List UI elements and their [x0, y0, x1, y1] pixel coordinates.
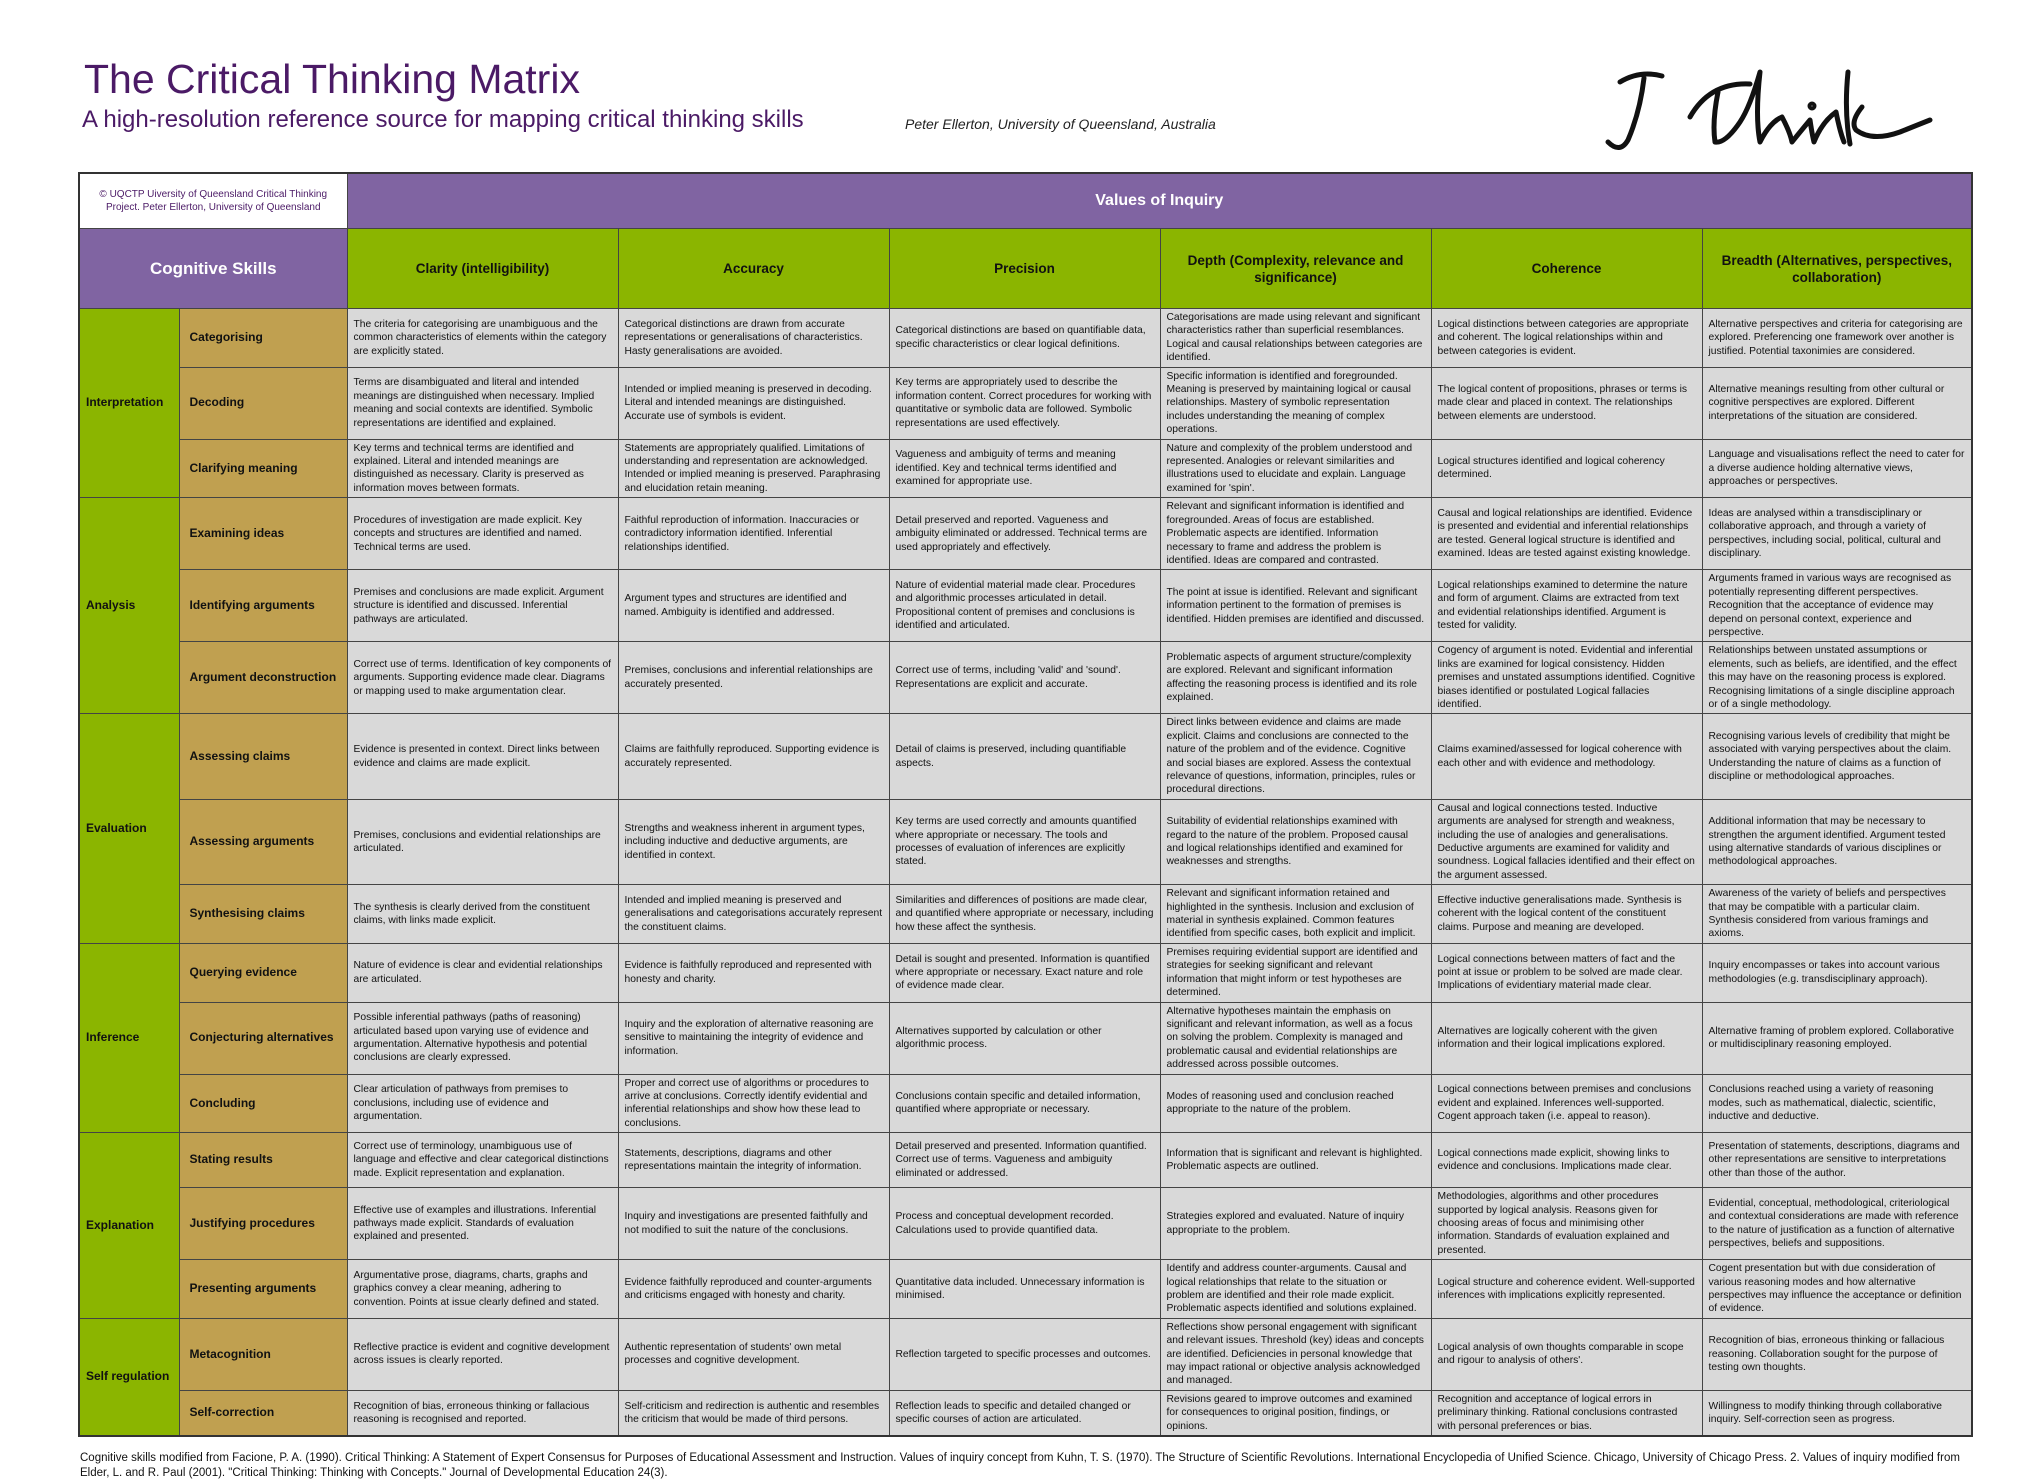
- skill-name: Clarifying meaning: [179, 439, 347, 498]
- matrix-cell: Relevant and significant information retained and highlighted in the synthesis. Inclusion and exclusion of material in synthesis explained. Common features identified from specific cases, both explicit and implicit.: [1160, 885, 1431, 944]
- matrix-row: [79, 943, 1972, 1002]
- matrix-cell: Alternative meanings resulting from other cultural or cognitive perspectives are explored. Different interpretations of the situation are considered.: [1702, 367, 1972, 439]
- skill-name: Synthesising claims: [179, 885, 347, 944]
- signature-i-think: [1600, 62, 1950, 162]
- matrix-cell: Effective inductive generalisations made. Synthesis is coherent with the logical content of the constituent claims. Purpose and meaning are developed.: [1431, 885, 1702, 944]
- matrix-cell: Modes of reasoning used and conclusion reached appropriate to the nature of the problem.: [1160, 1074, 1431, 1133]
- matrix-cell: Intended and implied meaning is preserved and generalisations and categorisations accurately represent the constituent claims.: [618, 885, 889, 944]
- matrix-cell: Intended or implied meaning is preserved in decoding. Literal and intended meanings are distinguished. Accurate use of symbols is evident.: [618, 367, 889, 439]
- matrix-cell: Self-criticism and redirection is authentic and resembles the criticism that would be made of third persons.: [618, 1390, 889, 1436]
- value-header: Precision: [889, 229, 1160, 309]
- matrix-cell: Proper and correct use of algorithms or procedures to arrive at conclusions. Correctly identify evidential and inferential relationships and show how these lead to conclusions.: [618, 1074, 889, 1133]
- matrix-cell: Logical structure and coherence evident. Well-supported inferences with implications explicitly represented.: [1431, 1260, 1702, 1319]
- matrix-cell: Statements are appropriately qualified. Limitations of understanding and representation are acknowledged. Intended or implied meaning is preserved. Paraphrasing and elucidation retain meaning.: [618, 439, 889, 498]
- cognitive-skills-header: Cognitive Skills: [79, 229, 347, 309]
- matrix-row: [79, 1260, 1972, 1319]
- matrix-cell: Statements, descriptions, diagrams and other representations maintain the integrity of information.: [618, 1133, 889, 1188]
- matrix-cell: Authentic representation of students' own metal processes and cognitive development.: [618, 1318, 889, 1390]
- matrix-cell: Key terms are appropriately used to describe the information content. Correct procedures for working with quantitative or symbolic data are followed. Symbolic representations are used effectively.: [889, 367, 1160, 439]
- skill-name: Justifying procedures: [179, 1188, 347, 1260]
- matrix-cell: Additional information that may be necessary to strengthen the argument identified. Argument tested using alternative standards of various disciplines or methodological approaches.: [1702, 799, 1972, 884]
- matrix-cell: Nature and complexity of the problem understood and represented. Analogies or relevant similarities and illustrations used to elucidate and explain. Language examined for 'spin'.: [1160, 439, 1431, 498]
- author-credit: Peter Ellerton, University of Queensland, Australia: [905, 116, 1216, 132]
- matrix-row: [79, 714, 1972, 799]
- skill-name: Metacognition: [179, 1318, 347, 1390]
- matrix-cell: The criteria for categorising are unambiguous and the common characteristics of elements within the category are explicitly stated.: [347, 309, 618, 368]
- matrix-cell: Causal and logical relationships are identified. Evidence is presented and evidential and inferential relationships are tested. General logical structure is identified and examined. Ideas are tested against existing knowledge.: [1431, 498, 1702, 570]
- matrix-cell: Quantitative data included. Unnecessary information is minimised.: [889, 1260, 1160, 1319]
- matrix-cell: Strategies explored and evaluated. Nature of inquiry appropriate to the problem.: [1160, 1188, 1431, 1260]
- skill-group: Self regulation: [79, 1318, 179, 1436]
- matrix-cell: Arguments framed in various ways are recognised as potentially representing different perspectives. Recognition that the acceptance of evidence may depend on personal context, experience and perspective.: [1702, 570, 1972, 642]
- matrix-row: [79, 309, 1972, 368]
- page-subtitle: A high-resolution reference source for mapping critical thinking skills: [82, 106, 804, 133]
- matrix-cell: Logical analysis of own thoughts comparable in scope and rigour to analysis of others'.: [1431, 1318, 1702, 1390]
- matrix-cell: Inquiry and investigations are presented faithfully and not modified to suit the nature of the conclusions.: [618, 1188, 889, 1260]
- matrix-cell: Vagueness and ambiguity of terms and meaning identified. Key and technical terms identified and examined for appropriate use.: [889, 439, 1160, 498]
- matrix-cell: Detail is sought and presented. Information is quantified where appropriate or necessary. Exact nature and role of evidence made clear.: [889, 943, 1160, 1002]
- matrix-cell: Effective use of examples and illustrations. Inferential pathways made explicit. Standards of evaluation explained and presented.: [347, 1188, 618, 1260]
- matrix-cell: Identify and address counter-arguments. Causal and logical relationships that relate to the situation or problem are identified and their role made explicit. Problematic aspects identified and solutions explained.: [1160, 1260, 1431, 1319]
- matrix-cell: Problematic aspects of argument structure/complexity are explored. Relevant and significant information affecting the reasoning process is identified and its role explained.: [1160, 642, 1431, 714]
- matrix-cell: Awareness of the variety of beliefs and perspectives that may be compatible with a particular claim. Synthesis considered from various framings and axioms.: [1702, 885, 1972, 944]
- matrix-cell: Logical relationships examined to determine the nature and form of argument. Claims are extracted from text and evidential relationships identified. Argument is tested for validity.: [1431, 570, 1702, 642]
- value-header: Clarity (intelligibility): [347, 229, 618, 309]
- matrix-cell: Argumentative prose, diagrams, charts, graphs and graphics convey a clear meaning, adhering to convention. Points at issue clearly defined and stated.: [347, 1260, 618, 1319]
- matrix-cell: Premises requiring evidential support are identified and strategies for seeking significant and relevant information that might inform or test hypotheses are determined.: [1160, 943, 1431, 1002]
- matrix-cell: Cogent presentation but with due consideration of various reasoning modes and how alternative perspectives may influence the acceptance or definition of evidence.: [1702, 1260, 1972, 1319]
- value-header: Accuracy: [618, 229, 889, 309]
- matrix-cell: Categorical distinctions are based on quantifiable data, specific characteristics or clear logical definitions.: [889, 309, 1160, 368]
- matrix-cell: Ideas are analysed within a transdisciplinary or collaborative approach, and through a variety of perspectives, including social, political, cultural and disciplinary.: [1702, 498, 1972, 570]
- matrix-cell: Willingness to modify thinking through collaborative inquiry. Self-correction seen as progress.: [1702, 1390, 1972, 1436]
- page-title: The Critical Thinking Matrix: [84, 56, 580, 102]
- matrix-cell: Suitability of evidential relationships examined with regard to the nature of the problem. Proposed causal and logical relationships identified and examined for weaknesses and strengths.: [1160, 799, 1431, 884]
- skill-group: Evaluation: [79, 714, 179, 944]
- matrix-cell: Recognising various levels of credibility that might be associated with varying perspectives about the claim. Understanding the nature of claims as a function of discipline or methodological approaches.: [1702, 714, 1972, 799]
- matrix-cell: Logical connections made explicit, showing links to evidence and conclusions. Implications made clear.: [1431, 1133, 1702, 1188]
- matrix-cell: Premises, conclusions and inferential relationships are accurately presented.: [618, 642, 889, 714]
- matrix-cell: Clear articulation of pathways from premises to conclusions, including use of evidence and argumentation.: [347, 1074, 618, 1133]
- value-header: Depth (Complexity, relevance and significance): [1160, 229, 1431, 309]
- matrix-row: [79, 1133, 1972, 1188]
- matrix-cell: Recognition and acceptance of logical errors in preliminary thinking. Rational conclusions contrasted with personal preferences or bias.: [1431, 1390, 1702, 1436]
- skill-name: Identifying arguments: [179, 570, 347, 642]
- matrix-cell: Language and visualisations reflect the need to cater for a diverse audience holding alternative views, approaches or perspectives.: [1702, 439, 1972, 498]
- skill-name: Decoding: [179, 367, 347, 439]
- value-header: Breadth (Alternatives, perspectives, collaboration): [1702, 229, 1972, 309]
- matrix-cell: Procedures of investigation are made explicit. Key concepts and structures are identified and named. Technical terms are used.: [347, 498, 618, 570]
- value-header: Coherence: [1431, 229, 1702, 309]
- skill-group: Inference: [79, 943, 179, 1132]
- matrix-row: [79, 1074, 1972, 1133]
- matrix-cell: Detail preserved and reported. Vagueness and ambiguity eliminated or addressed. Technical terms are used appropriately and effectively.: [889, 498, 1160, 570]
- matrix-cell: Causal and logical connections tested. Inductive arguments are analysed for strength and weakness, including the use of analogies and generalisations. Deductive arguments are examined for validity and soundness. Logical fallacies identified and their effect on the argument assessed.: [1431, 799, 1702, 884]
- matrix-cell: Cogency of argument is noted. Evidential and inferential links are examined for logical consistency. Hidden premises and unstated assumptions identified. Cognitive biases identified or postulated Logical fallacies identified.: [1431, 642, 1702, 714]
- matrix-cell: Alternatives are logically coherent with the given information and their logical implications explored.: [1431, 1002, 1702, 1074]
- matrix-row: [79, 570, 1972, 642]
- matrix-cell: Categorisations are made using relevant and significant characteristics rather than superficial resemblances. Logical and causal relationships between categories are identified.: [1160, 309, 1431, 368]
- matrix-row: [79, 1188, 1972, 1260]
- matrix-cell: Relevant and significant information is identified and foregrounded. Areas of focus are established. Problematic aspects are identified. Information necessary to frame and address the problem is identified. Ideas are compared and contrasted.: [1160, 498, 1431, 570]
- matrix-cell: Reflective practice is evident and cognitive development across issues is clearly reported.: [347, 1318, 618, 1390]
- matrix-row: [79, 799, 1972, 884]
- skill-name: Argument deconstruction: [179, 642, 347, 714]
- matrix-cell: Reflections show personal engagement with significant and relevant issues. Threshold (key) ideas and concepts are identified. Deficiencies in personal knowledge that may impact rational or objective analysis acknowledged and managed.: [1160, 1318, 1431, 1390]
- matrix-cell: Recognition of bias, erroneous thinking or fallacious reasoning is recognised and reported.: [347, 1390, 618, 1436]
- matrix-cell: Possible inferential pathways (paths of reasoning) articulated based upon varying use of evidence and argumentation. Alternative hypothesis and potential conclusions are clearly expressed.: [347, 1002, 618, 1074]
- matrix-cell: Strengths and weakness inherent in argument types, including inductive and deductive arguments, are identified in context.: [618, 799, 889, 884]
- matrix-cell: Detail of claims is preserved, including quantifiable aspects.: [889, 714, 1160, 799]
- matrix-cell: Reflection targeted to specific processes and outcomes.: [889, 1318, 1160, 1390]
- matrix-cell: Reflection leads to specific and detailed changed or specific courses of action are articulated.: [889, 1390, 1160, 1436]
- matrix-row: [79, 1318, 1972, 1390]
- matrix-cell: Argument types and structures are identified and named. Ambiguity is identified and addressed.: [618, 570, 889, 642]
- matrix-cell: Alternatives supported by calculation or other algorithmic process.: [889, 1002, 1160, 1074]
- skill-name: Examining ideas: [179, 498, 347, 570]
- matrix-row: [79, 642, 1972, 714]
- matrix-cell: Process and conceptual development recorded. Calculations used to provide quantified data.: [889, 1188, 1160, 1260]
- matrix-cell: Alternative hypotheses maintain the emphasis on significant and relevant information, as well as a focus on solving the problem. Complexity is managed and problematic causal and evidential relationships are addressed across possible outcomes.: [1160, 1002, 1431, 1074]
- matrix-cell: Conclusions reached using a variety of reasoning modes, such as mathematical, dialectic, scientific, inductive and deductive.: [1702, 1074, 1972, 1133]
- matrix-cell: Alternative framing of problem explored. Collaborative or multidisciplinary reasoning employed.: [1702, 1002, 1972, 1074]
- matrix-cell: Logical distinctions between categories are appropriate and coherent. The logical relationships within and between categories is evident.: [1431, 309, 1702, 368]
- skill-name: Concluding: [179, 1074, 347, 1133]
- footer-references: Cognitive skills modified from Facione, P. A. (1990). Critical Thinking: A Statement of Expert Consensus for Purposes of Educational Assessment and Instruction. Values of inquiry concept from Kuhn, T. S. (1970). The Structure of Scientific Revolutions. International Encyclopedia of Unified Science. Chicago, University of Chicago Press. 2. Values of inquiry modified from Elder, L. and R. Paul (2001). "Critical Thinking: Thinking with Concepts." Journal of Developmental Education 24(3).: [80, 1452, 1960, 1480]
- skill-name: Categorising: [179, 309, 347, 368]
- matrix-cell: Key terms and technical terms are identified and explained. Literal and intended meanings are distinguished as necessary. Clarity is preserved as information moves between formats.: [347, 439, 618, 498]
- matrix-content: [78, 172, 1971, 1481]
- matrix-cell: Inquiry and the exploration of alternative reasoning are sensitive to maintaining the integrity of evidence and information.: [618, 1002, 889, 1074]
- skill-group: Explanation: [79, 1133, 179, 1319]
- matrix-cell: The synthesis is clearly derived from the constituent claims, with links made explicit.: [347, 885, 618, 944]
- values-of-inquiry-header: Values of Inquiry: [347, 173, 1972, 229]
- matrix-cell: Recognition of bias, erroneous thinking or fallacious reasoning. Collaboration sought for the purpose of testing own thoughts.: [1702, 1318, 1972, 1390]
- matrix-row: [79, 498, 1972, 570]
- skill-name: Assessing claims: [179, 714, 347, 799]
- matrix-cell: Direct links between evidence and claims are made explicit. Claims and conclusions are connected to the nature of the problem and of the evidence. Cognitive and social biases are explored. Assess the contextual relevance of questions, information, principles, rules or procedural directions.: [1160, 714, 1431, 799]
- matrix-cell: Evidence faithfully reproduced and counter-arguments and criticisms engaged with honesty and charity.: [618, 1260, 889, 1319]
- skill-group: Analysis: [79, 498, 179, 714]
- matrix-cell: Relationships between unstated assumptions or elements, such as beliefs, are identified, and the effect this may have on the reasoning process is explored. Recognising limitations of a single discipline approach or of a single methodology.: [1702, 642, 1972, 714]
- skill-name: Stating results: [179, 1133, 347, 1188]
- matrix-cell: Methodologies, algorithms and other procedures supported by logical analysis. Reasons given for choosing areas of focus and minimising other information. Standards of evaluation explained and presented.: [1431, 1188, 1702, 1260]
- matrix-row: [79, 1390, 1972, 1436]
- matrix-cell: Nature of evidential material made clear. Procedures and algorithmic processes articulated in detail. Propositional content of premises and conclusions is identified and articulated.: [889, 570, 1160, 642]
- skill-name: Assessing arguments: [179, 799, 347, 884]
- matrix-cell: Evidence is faithfully reproduced and represented with honesty and charity.: [618, 943, 889, 1002]
- matrix-cell: Conclusions contain specific and detailed information, quantified where appropriate or necessary.: [889, 1074, 1160, 1133]
- skill-name: Presenting arguments: [179, 1260, 347, 1319]
- skill-name: Conjecturing alternatives: [179, 1002, 347, 1074]
- matrix-cell: Claims examined/assessed for logical coherence with each other and with evidence and methodology.: [1431, 714, 1702, 799]
- matrix-cell: Alternative perspectives and criteria for categorising are explored. Preferencing one framework over another is justified. Potential taxonimies are considered.: [1702, 309, 1972, 368]
- matrix-cell: Correct use of terms, including 'valid' and 'sound'. Representations are explicit and accurate.: [889, 642, 1160, 714]
- matrix-cell: Specific information is identified and foregrounded. Meaning is preserved by maintaining logical or causal relationships. Mastery of symbolic representation includes understanding the meaning of complex operations.: [1160, 367, 1431, 439]
- matrix-cell: Premises, conclusions and evidential relationships are articulated.: [347, 799, 618, 884]
- matrix-cell: Similarities and differences of positions are made clear, and quantified where appropriate or necessary, including how these affect the synthesis.: [889, 885, 1160, 944]
- matrix-cell: Logical connections between premises and conclusions evident and explained. Inferences well-supported. Cogent approach taken (i.e. appeal to reason).: [1431, 1074, 1702, 1133]
- copyright-notice: © UQCTP Uiversity of Queensland Critical Thinking Project. Peter Ellerton, University of Queensland: [79, 173, 347, 229]
- matrix-cell: Logical connections between matters of fact and the point at issue or problem to be solved are made clear. Implications of evidentiary material made clear.: [1431, 943, 1702, 1002]
- skill-name: Querying evidence: [179, 943, 347, 1002]
- matrix-cell: Key terms are used correctly and amounts quantified where appropriate or necessary. The tools and processes of evaluation of inferences are explicitly stated.: [889, 799, 1160, 884]
- matrix-row: [79, 367, 1972, 439]
- matrix-cell: Faithful reproduction of information. Inaccuracies or contradictory information identified. Inferential relationships identified.: [618, 498, 889, 570]
- matrix-cell: Revisions geared to improve outcomes and examined for consequences to original position, findings, or opinions.: [1160, 1390, 1431, 1436]
- matrix-cell: Evidence is presented in context. Direct links between evidence and claims are made explicit.: [347, 714, 618, 799]
- matrix-cell: Presentation of statements, descriptions, diagrams and other representations are sensitive to interpretations other than those of the author.: [1702, 1133, 1972, 1188]
- matrix-cell: Information that is significant and relevant is highlighted. Problematic aspects are outlined.: [1160, 1133, 1431, 1188]
- matrix-cell: The point at issue is identified. Relevant and significant information pertinent to the formation of premises is identified. Hidden premises are identified and discussed.: [1160, 570, 1431, 642]
- matrix-row: [79, 1002, 1972, 1074]
- matrix-cell: Claims are faithfully reproduced. Supporting evidence is accurately represented.: [618, 714, 889, 799]
- matrix-cell: The logical content of propositions, phrases or terms is made clear and placed in context. The relationships between elements are understood.: [1431, 367, 1702, 439]
- matrix-cell: Inquiry encompasses or takes into account various methodologies (e.g. transdisciplinary approach).: [1702, 943, 1972, 1002]
- matrix-cell: Correct use of terms. Identification of key components of arguments. Supporting evidence made clear. Diagrams or mapping used to make argumentation clear.: [347, 642, 618, 714]
- skill-name: Self-correction: [179, 1390, 347, 1436]
- matrix-cell: Nature of evidence is clear and evidential relationships are articulated.: [347, 943, 618, 1002]
- critical-thinking-matrix: [78, 172, 1973, 1437]
- matrix-cell: Logical structures identified and logical coherency determined.: [1431, 439, 1702, 498]
- matrix-cell: Categorical distinctions are drawn from accurate representations or generalisations of characteristics. Hasty generalisations are avoided.: [618, 309, 889, 368]
- matrix-cell: Detail preserved and presented. Information quantified. Correct use of terms. Vagueness and ambiguity eliminated or addressed.: [889, 1133, 1160, 1188]
- matrix-row: [79, 885, 1972, 944]
- matrix-cell: Terms are disambiguated and literal and intended meanings are distinguished when necessary. Implied meaning and social contexts are identified. Symbolic representations are identified and explained.: [347, 367, 618, 439]
- matrix-cell: Correct use of terminology, unambiguous use of language and effective and clear categorical distinctions made. Explicit representation and explanation.: [347, 1133, 618, 1188]
- matrix-cell: Evidential, conceptual, methodological, criteriological and contextual considerations are made with reference to the nature of justification as a function of alternative perspectives, beliefs and suppositions.: [1702, 1188, 1972, 1260]
- matrix-row: [79, 439, 1972, 498]
- matrix-cell: Premises and conclusions are made explicit. Argument structure is identified and discussed. Inferential pathways are articulated.: [347, 570, 618, 642]
- skill-group: Interpretation: [79, 309, 179, 498]
